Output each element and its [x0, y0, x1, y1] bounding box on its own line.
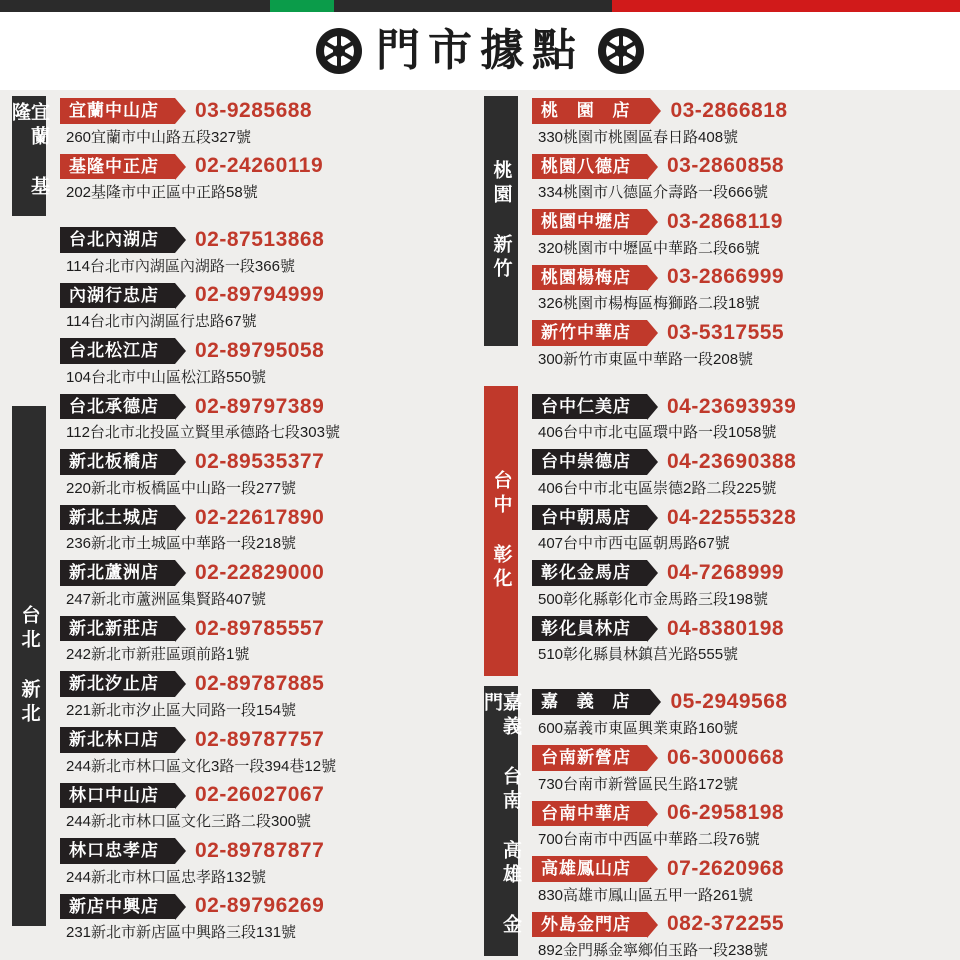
store-phone[interactable]: 04-22555328	[667, 505, 797, 529]
store-address: 830高雄市鳳山區五甲一路261號	[538, 886, 754, 904]
store-entry	[60, 154, 340, 203]
store-address: 334桃園市八德區介壽路一段666號	[538, 184, 769, 202]
store-address: 244新北市林口區文化3路一段394巷12號	[66, 757, 337, 775]
store-entry	[532, 616, 796, 665]
column-south	[480, 96, 944, 960]
store-phone[interactable]: 04-8380198	[667, 616, 785, 640]
page-header	[0, 12, 960, 90]
store-phone[interactable]: 03-9285688	[195, 98, 313, 122]
store-address: 406台中市北屯區環中路一段1058號	[538, 424, 777, 442]
store-entry	[60, 894, 340, 943]
store-address: 407台中市西屯區朝馬路67號	[538, 535, 730, 553]
store-name-tag: 新北汐止店	[60, 671, 175, 697]
store-phone[interactable]: 03-2868119	[667, 209, 783, 233]
topbar-segment-green	[270, 0, 334, 12]
store-name-tag: 彰化員林店	[532, 616, 647, 642]
store-phone[interactable]: 082-372255	[667, 912, 785, 936]
store-entry	[60, 671, 340, 720]
store-address: 104台北市中山區松江路550號	[66, 368, 267, 386]
store-phone[interactable]: 06-3000668	[667, 745, 785, 769]
store-address: 236新北市土城區中華路一段218號	[66, 535, 297, 553]
store-columns	[0, 90, 960, 960]
store-address: 244新北市林口區文化三路二段300號	[66, 813, 312, 831]
store-address: 300新竹市東區中華路一段208號	[538, 350, 754, 368]
store-entry	[532, 505, 796, 554]
store-list	[60, 98, 340, 949]
store-address: 730台南市新營區民生路172號	[538, 775, 739, 793]
store-name-tag: 內湖行忠店	[60, 283, 175, 309]
store-phone[interactable]: 02-89795058	[195, 338, 325, 362]
store-entry	[60, 449, 340, 498]
store-address: 320桃園市中壢區中華路二段66號	[538, 239, 760, 257]
store-entry	[60, 560, 340, 609]
store-entry	[60, 505, 340, 554]
store-phone[interactable]: 02-22617890	[195, 505, 325, 529]
store-address: 220新北市板橋區中山路一段277號	[66, 479, 297, 497]
store-address: 600嘉義市東區興業東路160號	[538, 720, 739, 738]
store-name-tag: 基隆中正店	[60, 154, 175, 180]
store-entry	[532, 745, 796, 794]
topbar-segment-dark-mid	[334, 0, 612, 12]
store-address: 247新北市蘆洲區集賢路407號	[66, 590, 267, 608]
region-tab: 台北 新北	[12, 406, 46, 926]
store-phone[interactable]: 02-89796269	[195, 894, 325, 918]
store-phone[interactable]: 02-87513868	[195, 227, 325, 251]
store-name-tag: 台北松江店	[60, 338, 175, 364]
store-phone[interactable]: 04-23690388	[667, 450, 797, 474]
store-name-tag: 新北板橋店	[60, 449, 175, 475]
store-name-tag: 新竹中華店	[532, 320, 647, 346]
tire-icon	[316, 28, 362, 74]
group-separator	[532, 671, 796, 689]
store-phone[interactable]: 04-23693939	[667, 394, 797, 418]
store-phone[interactable]: 02-89797389	[195, 394, 325, 418]
store-name-tag: 新北蘆洲店	[60, 560, 175, 586]
store-entry	[60, 616, 340, 665]
store-address: 330桃園市桃園區春日路408號	[538, 128, 739, 146]
store-phone[interactable]: 02-89787877	[195, 838, 325, 862]
store-address: 244新北市林口區忠孝路132號	[66, 868, 267, 886]
store-entry	[532, 98, 796, 147]
store-entry	[532, 265, 796, 314]
store-address: 242新北市新莊區頭前路1號	[66, 646, 250, 664]
store-phone[interactable]: 05-2949568	[670, 690, 788, 714]
store-name-tag: 桃園楊梅店	[532, 265, 647, 291]
store-name-tag: 台南新營店	[532, 745, 647, 771]
store-name-tag: 台中朝馬店	[532, 505, 647, 531]
group-separator	[532, 376, 796, 394]
tire-icon	[598, 28, 644, 74]
store-entry	[532, 209, 796, 258]
page-title: 門市據點	[376, 26, 584, 75]
store-phone[interactable]: 06-2958198	[667, 801, 785, 825]
store-phone[interactable]: 02-89787885	[195, 672, 325, 696]
store-name-tag: 彰化金馬店	[532, 560, 647, 586]
store-address: 892金門縣金寧鄉伯玉路一段238號	[538, 942, 769, 960]
region-tab: 台中 彰化	[484, 386, 518, 676]
store-name-tag: 新北土城店	[60, 505, 175, 531]
store-address: 202基隆市中正區中正路58號	[66, 184, 258, 202]
store-name-tag: 台中崇德店	[532, 449, 647, 475]
store-phone[interactable]: 02-26027067	[195, 783, 325, 807]
column-north	[8, 96, 480, 952]
store-entry	[60, 283, 340, 332]
store-entry	[532, 154, 796, 203]
store-address: 221新北市汐止區大同路一段154號	[66, 702, 297, 720]
store-entry	[532, 394, 796, 443]
store-name-tag: 嘉 義 店	[532, 689, 650, 715]
top-color-bar	[0, 0, 960, 12]
store-entry	[532, 801, 796, 850]
store-phone[interactable]: 04-7268999	[667, 561, 785, 585]
store-name-tag: 台北內湖店	[60, 227, 175, 253]
store-phone[interactable]: 03-5317555	[667, 320, 785, 344]
topbar-segment-red	[612, 0, 960, 12]
store-name-tag: 新北新莊店	[60, 616, 175, 642]
store-entry	[60, 338, 340, 387]
store-name-tag: 台中仁美店	[532, 394, 647, 420]
store-address: 500彰化縣彰化市金馬路三段198號	[538, 590, 769, 608]
store-address: 700台南市中西區中華路二段76號	[538, 831, 760, 849]
store-phone[interactable]: 03-2860858	[667, 154, 785, 178]
store-entry	[60, 394, 340, 443]
store-entry	[60, 227, 340, 276]
store-name-tag: 新店中興店	[60, 894, 175, 920]
store-name-tag: 新北林口店	[60, 727, 175, 753]
store-entry	[532, 912, 796, 960]
store-phone[interactable]: 02-89794999	[195, 283, 325, 307]
store-entry	[532, 449, 796, 498]
store-name-tag: 桃園八德店	[532, 154, 647, 180]
store-entry	[60, 98, 340, 147]
store-entry	[532, 560, 796, 609]
store-entry	[532, 689, 796, 738]
region-tab: 桃園 新竹	[484, 96, 518, 346]
store-phone[interactable]: 03-2866999	[667, 265, 785, 289]
store-phone[interactable]: 07-2620968	[667, 856, 785, 880]
store-phone[interactable]: 02-89787757	[195, 727, 325, 751]
store-address: 114台北市內湖區行忠路67號	[66, 313, 257, 331]
store-entry	[60, 838, 340, 887]
region-tab: 宜蘭 基隆	[12, 96, 46, 216]
store-name-tag: 宜蘭中山店	[60, 98, 175, 124]
store-address: 114台北市內湖區內湖路一段366號	[66, 257, 295, 275]
store-phone[interactable]: 02-22829000	[195, 561, 325, 585]
store-entry	[532, 320, 796, 369]
store-name-tag: 林口忠孝店	[60, 838, 175, 864]
store-entry	[60, 727, 340, 776]
store-list	[532, 98, 796, 960]
store-address: 510彰化縣員林鎮莒光路555號	[538, 646, 739, 664]
store-phone[interactable]: 02-89785557	[195, 616, 325, 640]
store-name-tag: 台北承德店	[60, 394, 175, 420]
store-address: 231新北市新店區中興路三段131號	[66, 924, 297, 942]
store-name-tag: 桃 園 店	[532, 98, 650, 124]
store-phone[interactable]: 02-24260119	[195, 154, 324, 178]
store-address: 326桃園市楊梅區梅獅路二段18號	[538, 295, 760, 313]
store-name-tag: 外島金門店	[532, 912, 647, 938]
store-address: 112台北市北投區立賢里承德路七段303號	[66, 424, 340, 442]
region-tab: 嘉義 台南 高雄 金門	[484, 686, 518, 956]
topbar-segment-dark-left	[0, 0, 270, 12]
store-name-tag: 高雄鳳山店	[532, 856, 647, 882]
store-name-tag: 桃園中壢店	[532, 209, 647, 235]
store-entry	[60, 783, 340, 832]
store-address: 260宜蘭市中山路五段327號	[66, 128, 252, 146]
store-phone[interactable]: 03-2866818	[670, 98, 788, 122]
group-separator	[60, 209, 340, 227]
store-entry	[532, 856, 796, 905]
store-name-tag: 台南中華店	[532, 801, 647, 827]
store-name-tag: 林口中山店	[60, 783, 175, 809]
store-phone[interactable]: 02-89535377	[195, 450, 325, 474]
store-address: 406台中市北屯區崇德2路二段225號	[538, 479, 777, 497]
